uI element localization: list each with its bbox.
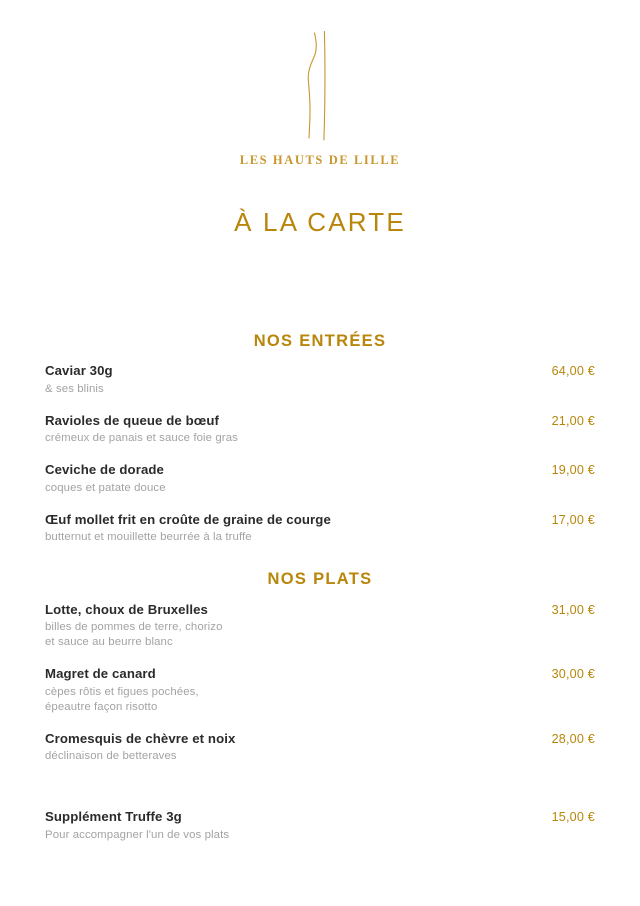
menu-item-text: [45, 666, 523, 715]
menu-item-description: [45, 828, 507, 843]
menu-item-price: 30,00 €: [551, 667, 595, 682]
menu-item: [45, 731, 595, 765]
menu-item-text: [45, 512, 523, 546]
menu-item-price: 64,00 €: [551, 364, 595, 378]
menu-item-price: 19,00 €: [551, 463, 595, 478]
menu-item-price: 31,00 €: [551, 602, 595, 617]
menu-item-description-line: et sauce au beurre blanc: [45, 636, 173, 649]
menu-item-description: [45, 382, 507, 397]
menu-item-description: [45, 620, 507, 650]
menu-item-name: Ravioles de queue de bœuf: [45, 412, 219, 428]
menu-item-price: 15,00 €: [551, 810, 595, 825]
menu-item-text: [45, 731, 523, 765]
menu-item-description-line: coques et patate douce: [45, 481, 166, 494]
menu-item: [45, 809, 595, 843]
menu-item-text: [45, 602, 523, 651]
menu-item-description-line: épeautre façon risotto: [45, 700, 158, 713]
menu-item-description: [45, 749, 507, 764]
menu-item-text: [45, 363, 523, 397]
menu-item-name: Magret de canard: [45, 666, 156, 682]
menu-item-description-line: Pour accompagner l'un de vos plats: [45, 828, 230, 841]
menu-item: [45, 462, 595, 496]
brand-name: LES HAUTS DE LILLE: [239, 153, 401, 167]
section-heading: NOS PLATS: [267, 570, 373, 589]
menu-section: [45, 571, 595, 843]
menu-item: [45, 602, 595, 651]
menu-item: [45, 666, 595, 715]
menu-sections: [0, 333, 640, 843]
menu-item-name: Supplément Truffe 3g: [45, 809, 182, 825]
menu-item-name: Caviar 30g: [45, 363, 113, 378]
menu-item-description-line: butternut et mouillette beurrée à la truffe: [45, 531, 252, 544]
menu-item-description: [45, 685, 507, 715]
menu-section: [45, 333, 595, 546]
menu-item-name: Cromesquis de chèvre et noix: [45, 730, 236, 746]
menu-item: [45, 363, 595, 397]
menu-item: [45, 413, 595, 447]
menu-item-price: 21,00 €: [551, 413, 595, 428]
menu-item: [45, 512, 595, 546]
menu-item-description: [45, 431, 507, 446]
bottle-silhouette-icon: [290, 30, 350, 142]
menu-item-description-line: déclinaison de betteraves: [45, 750, 177, 763]
menu-item-description-line: billes de pommes de terre, chorizo: [45, 621, 223, 634]
menu-item-name: Œuf mollet frit en croûte de graine de courge: [45, 511, 331, 527]
menu-item-text: [45, 413, 523, 447]
menu-item-price: 17,00 €: [551, 512, 595, 527]
menu-item-description-line: cèpes rôtis et figues pochées,: [45, 685, 199, 698]
menu-item-description: [45, 481, 507, 496]
menu-item-description-line: crémeux de panais et sauce foie gras: [45, 432, 238, 445]
menu-item-text: [45, 462, 523, 496]
menu-item-text: [45, 809, 523, 843]
section-heading: NOS ENTRÉES: [253, 331, 387, 350]
page-title: À LA CARTE: [234, 206, 406, 237]
menu-item-description: [45, 530, 507, 545]
menu-item-name: Lotte, choux de Bruxelles: [45, 601, 208, 617]
menu-item-description-line: & ses blinis: [45, 382, 104, 395]
brand-header: [0, 0, 640, 167]
menu-item-price: 28,00 €: [551, 731, 595, 746]
menu-item-name: Ceviche de dorade: [45, 462, 164, 478]
